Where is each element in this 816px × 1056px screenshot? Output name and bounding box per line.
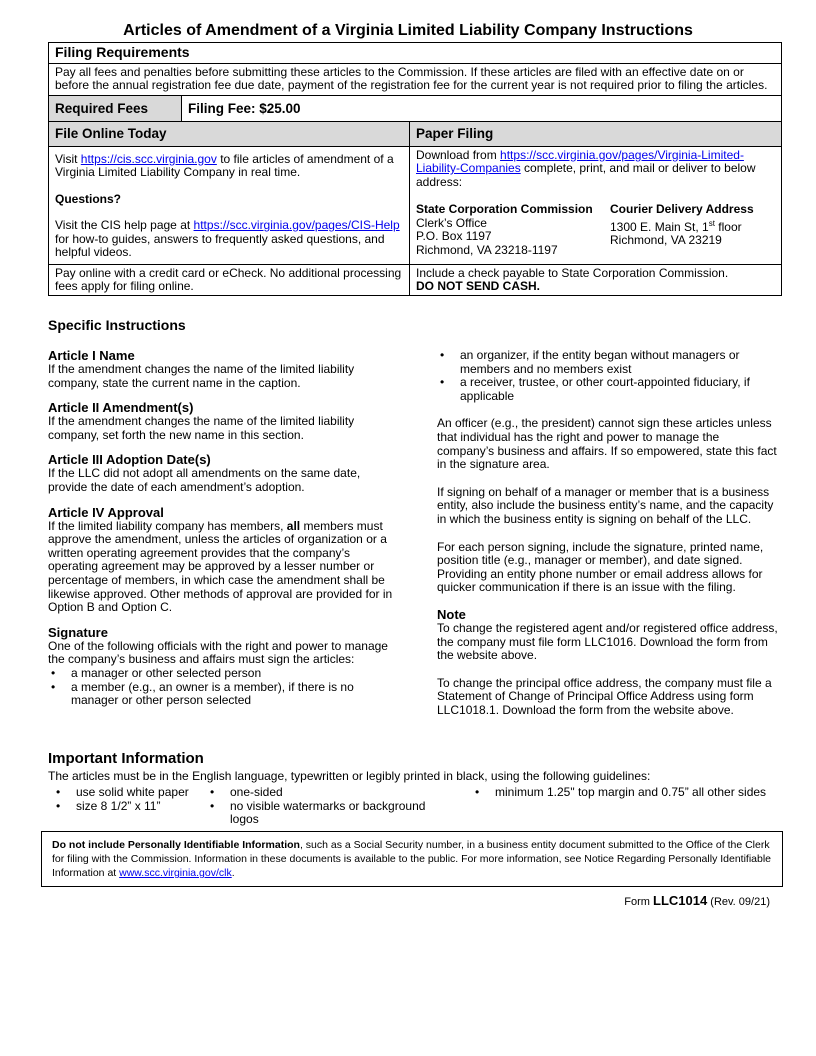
business-entity-text: If signing on behalf of a manager or member that is a business entity, also include the business entity’s name, and the capacity in which the business entity is signing on behalf of the LLC. [437,484,774,526]
online-visit-text: Visit https://cis.scc.virginia.gov to file articles of amendment of a Virginia Limited Liability Company in real time. [55,151,394,179]
instructions-left-column [48,348,393,718]
online-instructions [49,146,410,264]
llc-forms-link[interactable]: https://scc.virginia.gov/pages/Virginia-Limited-Liability-Companies [416,147,744,175]
instructions-right-column [437,349,779,717]
specific-instructions-heading: Specific Instructions [48,317,186,333]
list-item: • use solid white paper [53,786,203,800]
check-text: Include a check payable to State Corporation Commission. [416,265,729,280]
courier-line-2: Richmond, VA 23219 [610,233,722,247]
article-1-text: If the amendment changes the name of the limited liability company, state the current name in the caption. [48,362,355,390]
paper-instructions [410,146,782,264]
mail-line-1: Clerk’s Office [416,215,487,230]
article-4-section [48,505,393,615]
officer-text: An officer (e.g., the president) cannot sign these articles unless that individual has the right and power to manage the company’s business and affairs. If so empowered, state this fact in the signature area. [437,416,777,472]
list-item: • minimum 1.25" top margin and 0.75” all other sides [472,786,782,800]
guidelines-col-1 [53,786,203,813]
cis-help-link[interactable]: https://scc.virginia.gov/pages/CIS-Help [193,218,400,232]
article-2-text: If the amendment changes the name of the limited liability company, set forth the new name in this section. [48,414,355,442]
mail-line-2: P.O. Box 1197 [416,229,492,243]
signature-text: One of the following officials with the right and power to manage the company’s business and affairs must sign the articles: [48,638,388,667]
check-note [410,264,782,295]
article-1-title: Article I Name [48,348,135,363]
list-item: • a receiver, trustee, or other court-appointed fiduciary, if applicable [437,376,779,403]
signer-list [48,667,393,708]
courier-address [610,203,754,257]
guidelines-col-2 [207,786,447,827]
mail-line-3: Richmond, VA 23218-1197 [416,242,558,257]
list-item: • a manager or other selected person [48,667,393,681]
article-3-title: Article III Adoption Date(s) [48,452,211,468]
pii-notice: Do not include Personally Identifiable Information, such as a Social Security number, in a business entity document submitted to the Office of the Clerk for filing with the Commission. Information in these documents is available to the public. For more information, see Notice Regarding Personally Identifiable Information at www.scc.virginia.gov/clk. [41,831,783,887]
article-1-section [48,348,393,390]
paper-filing-heading: Paper Filing [410,122,782,147]
courier-address-title: Courier Delivery Address [610,202,754,216]
questions-label: Questions? [55,191,122,206]
required-fees-label: Required Fees [49,95,182,122]
download-text: Download from https://scc.virginia.gov/pages/Virginia-Limited-Liability-Companies complete, print, and mail or deliver to below address: [416,147,756,189]
list-item: • an organizer, if the entity began without managers or members and no members exist [437,349,779,376]
list-item: • a member (e.g., an owner is a member), if there is no manager or other person selected [48,681,393,708]
clerk-link[interactable]: www.scc.virginia.gov/clk [119,867,232,879]
filing-fee-value: Filing Fee: $25.00 [182,95,782,122]
list-item: • no visible watermarks or background logos [207,800,447,827]
note-registered-agent: To change the registered agent and/or registered office address, the company must file form LLC1016. Download the form from the website above. [437,620,778,663]
article-3-section [48,452,393,494]
note-title: Note [437,606,466,622]
courier-line-1: 1300 E. Main St, 1st floor [610,218,742,234]
filing-requirements-text: Pay all fees and penalties before submitting these articles to the Commission. If these articles are filed with an effective date on or before the annual registration fee due date, payment of the registration fee for the current year is not required prior to filing the articles. [49,63,782,95]
help-text: Visit the CIS help page at https://scc.virginia.gov/pages/CIS-Help for how-to guides, answers to frequently asked questions, and helpful videos. [55,218,400,259]
article-4-title: Article IV Approval [48,504,164,520]
addresses [416,203,775,257]
article-4-text: If the limited liability company has members, all members must approve the amendment, unless the articles of organization or a written operating agreement provides that the company’s operating agreement may be approved by a lesser number or percentage of members, in which case the amendment shall be likewise approved. Other methods of approval are provided for in Option B and Option C. [48,518,393,615]
list-item: • one-sided [207,786,447,800]
filing-requirements-heading: Filing Requirements [49,43,782,64]
list-item: • size 8 1/2” x 11” [53,800,203,814]
online-payment-note: Pay online with a credit card or eCheck. No additional processing fees apply for filing online. [49,264,410,295]
form-number: Form LLC1014 (Rev. 09/21) [624,893,770,908]
important-information-intro: The articles must be in the English language, typewritten or legibly printed in black, using the following guidelines: [48,769,651,783]
article-2-section [48,400,393,442]
signature-title: Signature [48,624,108,640]
no-cash-warning: DO NOT SEND CASH. [416,279,541,293]
signature-section [48,625,393,708]
file-online-heading: File Online Today [49,122,410,147]
article-2-title: Article II Amendment(s) [48,400,194,416]
signer-list-continued [437,349,779,403]
important-information-heading: Important Information [48,750,204,767]
page-title: Articles of Amendment of a Virginia Limited Liability Company Instructions [123,22,693,39]
note-principal-office: To change the principal office address, the company must file a Statement of Change of Principal Office Address using form LLC1018.1. Download the form from the website above. [437,675,772,717]
each-signer-text: For each person signing, include the signature, printed name, position title (e.g., manager or member), and date signed. Providing an entity phone number or email address allows for quicker communication if there is an issue with the filing. [437,539,764,595]
mail-address-title: State Corporation Commission [416,202,593,216]
filing-table [48,42,782,296]
cis-link[interactable]: https://cis.scc.virginia.gov [80,151,217,166]
guidelines-col-3 [472,786,782,800]
article-3-text: If the LLC did not adopt all amendments on the same date, provide the date of each amendment’s adoption. [48,466,361,494]
mail-address [416,203,610,257]
